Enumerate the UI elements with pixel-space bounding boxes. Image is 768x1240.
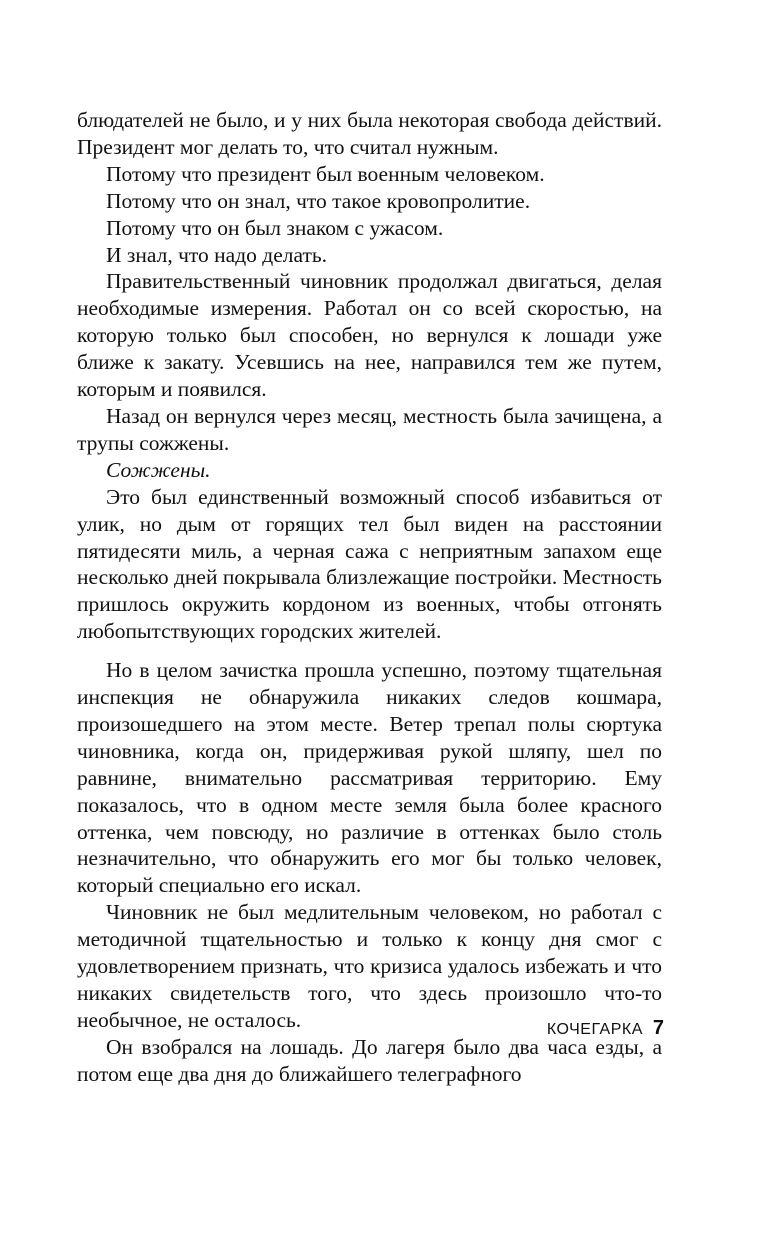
paragraph: Правительственный чиновник продолжал двигаться, делая необходимые измерения. Работал он со всей скоростью, на которую только был способен, но вернулся к лошади уже ближе к закату. Усевшись на нее, направился тем же путем, которым и появился.	[77, 269, 662, 402]
paragraph: Назад он вернулся через месяц, местность была зачищена, а трупы сожжены.	[77, 403, 662, 455]
running-title: КОЧЕГАРКА	[546, 1021, 643, 1038]
page-body	[77, 107, 662, 1088]
page-footer	[547, 1017, 664, 1040]
paragraph: блюдателей не было, и у них была некоторая свобода действий. Президент мог делать то, что считал нужным.	[77, 108, 662, 159]
paragraph: Потому что он был знаком с ужасом.	[106, 215, 444, 240]
paragraph: Чиновник не был медлительным человеком, но работал с методичной тщательностью и только к концу дня смог с удовлетворением признать, что кризиса удалось избежать и что никаких свидетельств того, что здесь произошло что-то необычное, не осталось.	[77, 900, 662, 1032]
paragraph: Потому что президент был военным человеком.	[106, 161, 545, 186]
page-number: 7	[652, 1017, 664, 1039]
paragraph: Но в целом зачистка прошла успешно, поэтому тщательная инспекция не обнаружила никаких следов кошмара, произошедшего на этом месте. Ветер трепал полы сюртука чиновника, когда он, придерживая рукой шляпу, шел по равнине, внимательно рассматривая территорию. Ему показалось, что в одном месте земля была более красного оттенка, чем повсюду, но различие в оттенках было столь незначительно, что обнаружить его мог бы только человек, который специально его искал.	[77, 658, 662, 898]
paragraph: Потому что он знал, что такое кровопролитие.	[106, 188, 531, 213]
paragraph: Сожжены.	[106, 457, 211, 482]
paragraph: Он взобрался на лошадь. До лагеря было два часа езды, а потом еще два дня до ближайшего телеграфного	[77, 1034, 662, 1086]
paragraph: И знал, что надо делать.	[106, 242, 328, 267]
paragraph: Это был единственный возможный способ избавиться от улик, но дым от горящих тел был виден на расстоянии пятидесяти миль, а черная сажа с неприятным запахом еще несколько дней покрывала близлежащие постройки. Местность пришлось окружить кордоном из военных, чтобы отгонять любопытствующих городских жителей.	[77, 484, 662, 644]
